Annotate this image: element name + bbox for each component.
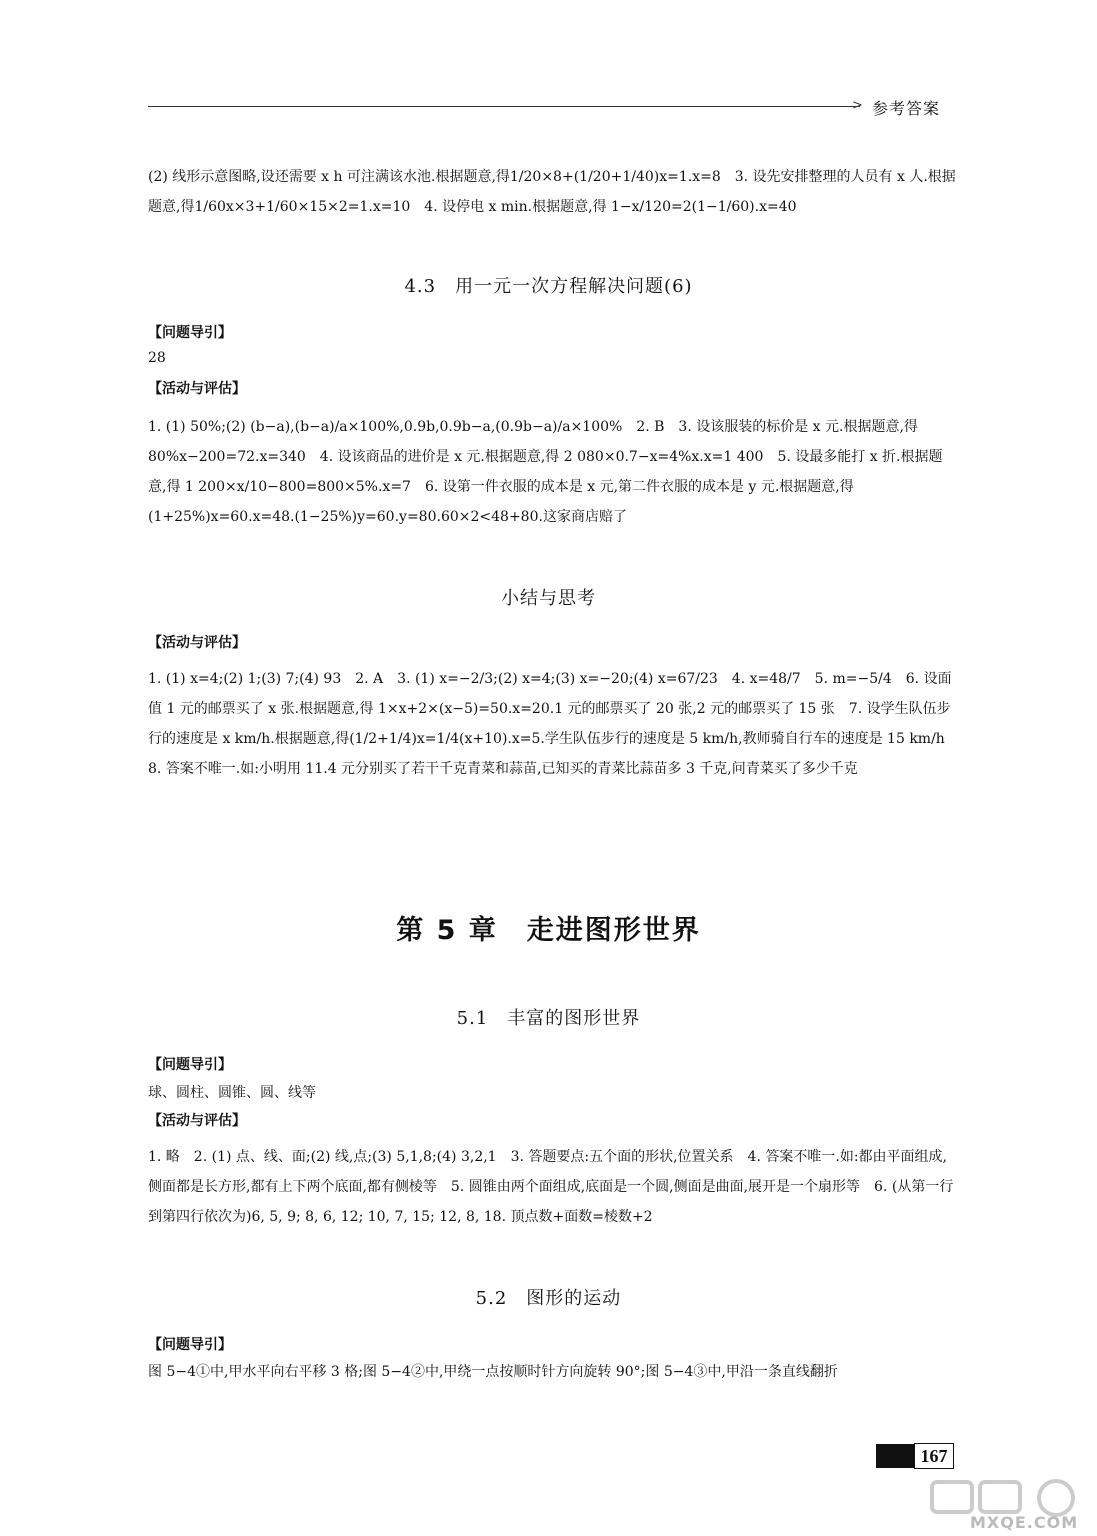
header-rule xyxy=(148,106,860,107)
header-label: 参考答案 xyxy=(872,99,941,118)
guide-answer-5-2: 图 5−4①中,甲水平向右平移 3 格;图 5−4②中,甲绕一点按顺时针方向旋转 90°;图 5−4③中,甲沿一条直线翻折 xyxy=(148,1364,838,1380)
chevron-right-icon: > xyxy=(852,98,863,113)
tag-activity-eval: 【活动与评估】 xyxy=(148,635,246,651)
paragraph-answers-4-3: 1. (1) 50%;(2) (b−a),(b−a)/a×100%,0.9b,0.9b−a,(0.9b−a)/a×100% 2. B 3. 设该服装的标价是 x 元.根据题意,得 80%x−200=72.x=340 4. 设该商品的进价是 x 元.根据题意,得 2 080×0.7−x=4%x.x=1 400 5. 设最多能打 x 折.根据题意,得 1 200×x/10−800=800×5%.x=7 6. 设第一件衣服的成本是 x 元,第二件衣服的成本是 y 元.根据题意,得(1+25%)x=60.x=48.(1−25%)y=60.y=80.60×2<48+80.这家商店赔了 xyxy=(148,419,943,525)
page-number: 167 xyxy=(914,1443,954,1469)
tag-question-guide: 【问题导引】 xyxy=(148,1337,232,1353)
paragraph-answers-5-1: 1. 略 2. (1) 点、线、面;(2) 线,点;(3) 5,1,8;(4) 3,2,1 3. 答题要点:五个面的形状,位置关系 4. 答案不唯一.如:都由平面组成,侧面都是长方形,都有上下两个底面,都有侧棱等 5. 圆锥由两个面组成,底面是一个圆,侧面是曲面,展开是一个扇形等 6. (从第一行到第四行依次为)6, 5, 9; 8, 6, 12; 10, 7, 15; 12, 8, 18. 顶点数+面数=棱数+2 xyxy=(148,1149,954,1225)
tag-question-guide: 【问题导引】 xyxy=(148,1057,232,1073)
guide-answer-5-1: 球、圆柱、圆锥、圆、线等 xyxy=(148,1085,316,1101)
tag-activity-eval: 【活动与评估】 xyxy=(148,381,246,397)
section-title-summary: 小结与思考 xyxy=(501,588,596,609)
paragraph-prev-answers: (2) 线形示意图略,设还需要 x h 可注满该水池.根据题意,得1/20×8+(1/20+1/40)x=1.x=8 3. 设先安排整理的人员有 x 人.根据题意,得1/60x×3+1/60×15×2=1.x=10 4. 设停电 x min.根据题意,得 1−x/120=2(1−1/60).x=40 xyxy=(148,169,956,215)
watermark-text: MXQE.COM xyxy=(970,1513,1079,1532)
tag-question-guide: 【问题导引】 xyxy=(148,325,232,341)
paragraph-answers-summary: 1. (1) x=4;(2) 1;(3) 7;(4) 93 2. A 3. (1) x=−2/3;(2) x=4;(3) x=−20;(4) x=67/23 4. x=48/7 5. m=−5/4 6. 设面值 1 元的邮票买了 x 张.根据题意,得 1×x+2×(x−5)=50.x=20.1 元的邮票买了 20 张,2 元的邮票买了 15 张 7. 设学生队伍步行的速度是 x km/h.根据题意,得(1/2+1/4)x=1/4(x+10).x=5.学生队伍步行的速度是 5 km/h,教师骑自行车的速度是 15 km/h 8. 答案不唯一.如:小明用 11.4 元分别买了若干千克青菜和蒜苗,已知买的青菜比蒜苗多 3 千克,问青菜买了多少千克 xyxy=(148,671,959,777)
section-title-4-3: 4.3 用一元一次方程解决问题(6) xyxy=(404,276,693,297)
chapter-title: 第 5 章 走进图形世界 xyxy=(396,915,701,946)
section-title-5-2: 5.2 图形的运动 xyxy=(475,1288,622,1309)
section-title-5-1: 5.1 丰富的图形世界 xyxy=(456,1008,641,1029)
guide-answer-4-3: 28 xyxy=(148,350,166,366)
tag-activity-eval: 【活动与评估】 xyxy=(148,1113,246,1129)
